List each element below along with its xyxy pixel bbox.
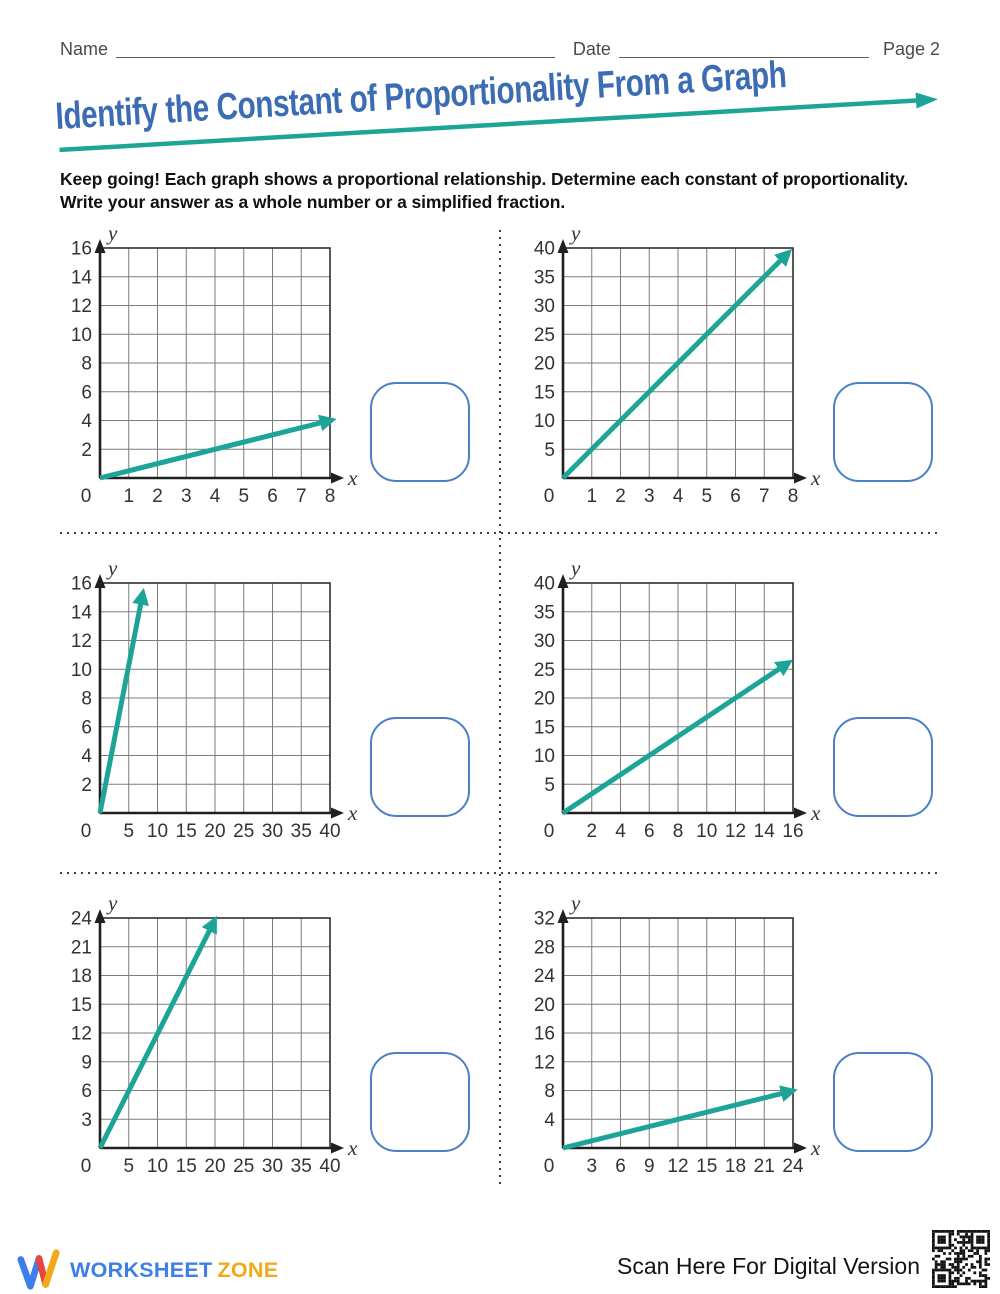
svg-text:4: 4 xyxy=(81,411,92,432)
divider-horizontal-1 xyxy=(60,532,940,534)
svg-text:y: y xyxy=(571,561,581,580)
x-axis-arrow-icon xyxy=(331,1143,344,1154)
svg-text:40: 40 xyxy=(319,821,341,842)
svg-text:15: 15 xyxy=(533,382,555,404)
svg-text:4: 4 xyxy=(209,486,221,507)
graph-6-plot xyxy=(519,896,835,1180)
svg-text:24: 24 xyxy=(533,966,555,987)
proportional-line xyxy=(563,254,787,478)
svg-text:15: 15 xyxy=(70,994,92,1016)
divider-horizontal-2 xyxy=(60,872,940,874)
page-label: Page 2 xyxy=(882,39,940,59)
svg-text:2: 2 xyxy=(586,821,598,842)
svg-text:8: 8 xyxy=(81,353,92,375)
svg-text:7: 7 xyxy=(758,486,770,507)
svg-text:10: 10 xyxy=(533,746,555,767)
svg-text:21: 21 xyxy=(70,937,92,959)
graph-cell-5 xyxy=(56,896,476,1188)
svg-text:2: 2 xyxy=(81,774,92,796)
svg-text:3: 3 xyxy=(643,486,655,507)
svg-text:14: 14 xyxy=(70,602,92,624)
svg-text:6: 6 xyxy=(267,486,278,507)
svg-text:12: 12 xyxy=(533,1052,555,1074)
y-axis-arrow-icon xyxy=(558,909,569,923)
svg-text:6: 6 xyxy=(643,821,655,842)
answer-box-2[interactable] xyxy=(833,382,933,482)
y-axis-arrow-icon xyxy=(95,574,106,588)
tick-labels xyxy=(71,574,341,843)
svg-text:25: 25 xyxy=(533,659,555,681)
proportional-line xyxy=(100,595,143,814)
svg-text:30: 30 xyxy=(533,631,555,652)
svg-text:2: 2 xyxy=(152,486,163,507)
svg-text:21: 21 xyxy=(753,1156,775,1177)
page-title: Identify the Constant of Proportionality From a Graph xyxy=(54,53,788,139)
svg-text:x: x xyxy=(811,801,821,825)
date-label: Date xyxy=(572,39,611,59)
svg-text:18: 18 xyxy=(724,1156,747,1177)
qr-code-icon xyxy=(932,1230,990,1288)
svg-text:24: 24 xyxy=(782,1156,804,1177)
svg-text:35: 35 xyxy=(533,602,555,624)
svg-text:1: 1 xyxy=(123,486,135,507)
gridlines xyxy=(563,583,793,813)
svg-text:40: 40 xyxy=(319,1156,341,1177)
svg-text:24: 24 xyxy=(70,908,92,930)
svg-text:20: 20 xyxy=(533,994,555,1016)
svg-text:16: 16 xyxy=(70,573,92,595)
svg-text:20: 20 xyxy=(533,353,555,375)
y-axis-arrow-icon xyxy=(95,239,106,253)
svg-text:8: 8 xyxy=(787,486,799,507)
svg-text:y: y xyxy=(571,896,581,915)
svg-text:2: 2 xyxy=(81,439,92,461)
answer-box-1[interactable] xyxy=(370,382,470,482)
w-logo-icon xyxy=(16,1248,62,1292)
graph-5-plot xyxy=(56,896,372,1180)
tick-labels xyxy=(71,239,335,508)
logo-text xyxy=(70,1258,278,1283)
svg-text:2: 2 xyxy=(615,486,626,507)
svg-text:9: 9 xyxy=(81,1052,92,1074)
svg-text:4: 4 xyxy=(81,746,92,767)
svg-text:10: 10 xyxy=(146,1156,169,1177)
graph-3-plot xyxy=(56,561,372,845)
svg-text:y: y xyxy=(108,561,118,580)
svg-text:6: 6 xyxy=(81,382,92,404)
svg-text:12: 12 xyxy=(70,1023,92,1045)
answer-box-5[interactable] xyxy=(370,1052,470,1152)
svg-text:18: 18 xyxy=(70,966,92,987)
svg-text:12: 12 xyxy=(724,821,747,842)
svg-text:16: 16 xyxy=(782,821,804,842)
svg-text:35: 35 xyxy=(290,1156,312,1177)
tick-labels xyxy=(534,909,804,1178)
svg-text:12: 12 xyxy=(70,296,92,317)
svg-text:20: 20 xyxy=(533,688,555,710)
svg-text:40: 40 xyxy=(533,573,555,595)
instructions-line2: Write your answer as a whole number or a simplified fraction. xyxy=(60,192,566,213)
axes xyxy=(95,226,359,490)
svg-text:5: 5 xyxy=(544,439,555,461)
x-axis-arrow-icon xyxy=(794,473,807,484)
gridlines xyxy=(100,918,330,1148)
svg-text:14: 14 xyxy=(753,821,775,842)
scan-block xyxy=(617,1230,990,1288)
svg-text:5: 5 xyxy=(123,821,135,842)
svg-text:1: 1 xyxy=(586,486,598,507)
svg-text:5: 5 xyxy=(238,486,250,507)
svg-text:y: y xyxy=(108,226,118,245)
axes xyxy=(558,561,822,825)
svg-text:15: 15 xyxy=(696,1156,718,1177)
y-axis-arrow-icon xyxy=(558,574,569,588)
svg-text:x: x xyxy=(348,466,358,490)
svg-text:5: 5 xyxy=(544,774,555,796)
svg-text:15: 15 xyxy=(175,821,197,842)
svg-text:3: 3 xyxy=(586,1156,598,1177)
svg-text:0: 0 xyxy=(543,1156,555,1177)
svg-text:0: 0 xyxy=(543,486,555,507)
svg-text:30: 30 xyxy=(261,821,284,842)
svg-text:28: 28 xyxy=(533,937,555,959)
name-label: Name xyxy=(60,39,109,59)
svg-text:7: 7 xyxy=(295,486,307,507)
svg-text:20: 20 xyxy=(204,821,226,842)
svg-text:8: 8 xyxy=(672,821,684,842)
svg-text:x: x xyxy=(348,1136,358,1160)
gridlines xyxy=(100,583,330,813)
logo-word-zone: ZONE xyxy=(217,1257,279,1282)
svg-text:40: 40 xyxy=(533,238,555,260)
svg-text:10: 10 xyxy=(70,324,92,346)
proportional-line xyxy=(563,664,787,814)
svg-text:8: 8 xyxy=(324,486,336,507)
svg-text:0: 0 xyxy=(543,821,555,842)
logo-word-worksheet: WORKSHEET xyxy=(70,1257,213,1282)
worksheetzone-logo xyxy=(16,1246,278,1294)
scan-label: Scan Here For Digital Version xyxy=(617,1253,920,1279)
svg-text:6: 6 xyxy=(81,717,92,739)
x-axis-arrow-icon xyxy=(794,1143,807,1154)
svg-text:4: 4 xyxy=(672,486,684,507)
svg-text:15: 15 xyxy=(175,1156,197,1177)
axes xyxy=(95,561,359,825)
svg-text:25: 25 xyxy=(533,324,555,346)
svg-text:0: 0 xyxy=(80,1156,92,1177)
divider-vertical xyxy=(499,230,501,1188)
svg-text:x: x xyxy=(811,466,821,490)
svg-text:10: 10 xyxy=(696,821,718,842)
svg-text:y: y xyxy=(108,896,118,915)
axes xyxy=(95,896,359,1160)
svg-text:5: 5 xyxy=(123,1156,135,1177)
svg-text:32: 32 xyxy=(533,908,555,930)
graph-4-plot xyxy=(519,561,835,845)
svg-text:14: 14 xyxy=(70,267,92,289)
graph-cell-4 xyxy=(519,561,939,853)
graph-2-plot xyxy=(519,226,835,510)
svg-text:x: x xyxy=(348,801,358,825)
svg-text:35: 35 xyxy=(533,267,555,289)
svg-text:x: x xyxy=(811,1136,821,1160)
svg-text:3: 3 xyxy=(81,1109,92,1131)
x-axis-arrow-icon xyxy=(331,473,344,484)
svg-text:12: 12 xyxy=(667,1156,689,1177)
graph-1-plot xyxy=(56,226,372,510)
svg-text:0: 0 xyxy=(80,821,92,842)
instructions-line1: Keep going! Each graph shows a proportional relationship. Determine each constant of proportionality. xyxy=(60,169,909,189)
axes xyxy=(558,896,822,1160)
svg-text:12: 12 xyxy=(70,631,92,652)
graph-cell-2 xyxy=(519,226,939,518)
svg-text:10: 10 xyxy=(533,411,555,432)
svg-text:15: 15 xyxy=(533,717,555,739)
svg-text:4: 4 xyxy=(544,1109,555,1131)
svg-text:9: 9 xyxy=(643,1156,655,1177)
svg-text:8: 8 xyxy=(544,1081,555,1102)
svg-text:5: 5 xyxy=(701,486,713,507)
svg-text:0: 0 xyxy=(80,486,92,507)
svg-text:35: 35 xyxy=(290,821,312,842)
instructions xyxy=(60,168,950,215)
answer-box-4[interactable] xyxy=(833,717,933,817)
gridlines xyxy=(563,918,793,1148)
worksheet-title-block xyxy=(54,47,940,159)
y-axis-arrow-icon xyxy=(95,909,106,923)
svg-text:10: 10 xyxy=(146,821,169,842)
answer-box-3[interactable] xyxy=(370,717,470,817)
svg-text:8: 8 xyxy=(81,688,92,710)
x-axis-arrow-icon xyxy=(794,808,807,819)
axes xyxy=(558,226,822,490)
svg-text:4: 4 xyxy=(615,821,626,842)
svg-text:6: 6 xyxy=(615,1156,626,1177)
svg-text:16: 16 xyxy=(70,238,92,260)
svg-text:25: 25 xyxy=(233,821,255,842)
graph-cell-3 xyxy=(56,561,476,853)
svg-text:6: 6 xyxy=(730,486,741,507)
x-axis-arrow-icon xyxy=(331,808,344,819)
svg-text:10: 10 xyxy=(70,659,92,681)
tick-labels xyxy=(534,574,804,843)
answer-box-6[interactable] xyxy=(833,1052,933,1152)
y-axis-arrow-icon xyxy=(558,239,569,253)
gridlines xyxy=(100,248,330,478)
proportional-line xyxy=(100,922,214,1148)
svg-text:y: y xyxy=(571,226,581,245)
svg-text:20: 20 xyxy=(204,1156,226,1177)
svg-text:30: 30 xyxy=(533,296,555,317)
svg-text:30: 30 xyxy=(261,1156,284,1177)
svg-text:25: 25 xyxy=(233,1156,255,1177)
svg-text:3: 3 xyxy=(180,486,192,507)
svg-text:16: 16 xyxy=(533,1023,555,1045)
graph-cell-6 xyxy=(519,896,939,1188)
svg-text:6: 6 xyxy=(81,1081,92,1102)
name-blank-line[interactable] xyxy=(116,37,555,58)
tick-labels xyxy=(71,909,341,1178)
graph-cell-1 xyxy=(56,226,476,518)
